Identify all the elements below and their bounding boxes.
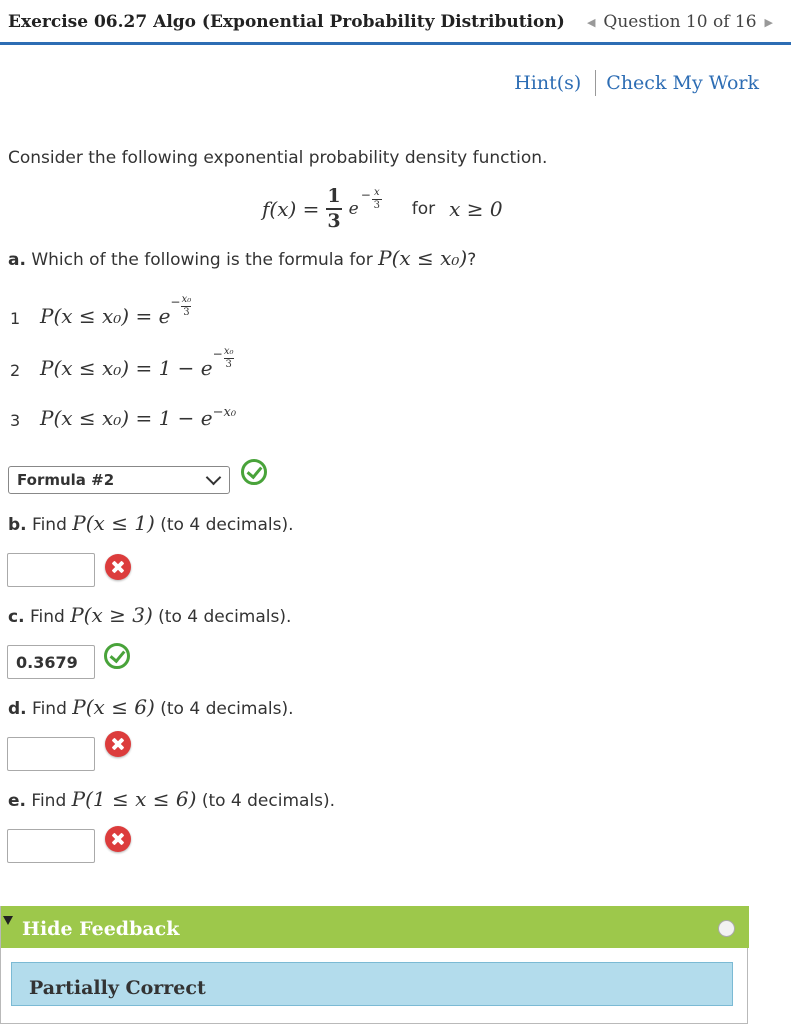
assignment-header (0, 0, 791, 45)
pdf-exponent (361, 188, 382, 211)
part-b-post: (to 4 decimals). (160, 515, 294, 535)
option-number: 1 (10, 309, 21, 328)
feedback-status: Partially Correct (29, 977, 206, 999)
question-navigator (587, 12, 773, 32)
part-b-answer-input[interactable] (7, 553, 95, 587)
part-e-prompt (8, 787, 335, 811)
previous-question-icon[interactable]: ◀ (586, 15, 596, 29)
exp-den: 3 (225, 359, 232, 370)
part-d-post: (to 4 decimals). (160, 699, 294, 719)
pdf-coefficient (325, 187, 342, 231)
option-number: 3 (10, 411, 21, 430)
question-counter: Question 10 of 16 (603, 12, 757, 32)
collapse-triangle-icon (3, 916, 13, 925)
part-d-answer-input[interactable] (7, 737, 95, 771)
pdf-for-text: for (411, 199, 436, 219)
pdf-exp-sign: − (360, 187, 371, 202)
part-e-post: (to 4 decimals). (201, 791, 336, 811)
incorrect-x-icon (105, 554, 131, 580)
pdf-condition: x ≥ 0 (449, 197, 503, 221)
formula-select-value: Formula #2 (17, 471, 115, 489)
pdf-base: e (348, 199, 359, 219)
formula-option-1 (10, 294, 192, 328)
part-e-letter: e. (8, 791, 26, 811)
pdf-exp-num: x (373, 186, 380, 198)
part-b-letter: b. (8, 515, 27, 535)
feedback-panel (0, 906, 748, 1024)
option-formula: P(x ≤ x₀) = 1 − e (40, 356, 213, 380)
incorrect-x-icon (105, 826, 131, 852)
option-exponent (170, 295, 191, 318)
correct-check-icon (104, 643, 130, 669)
exp-den: 3 (183, 307, 190, 318)
part-c-prompt (8, 603, 291, 627)
chevron-down-icon (206, 470, 222, 486)
pdf-exp-den: 3 (373, 199, 380, 211)
option-exponent (213, 347, 234, 370)
option-number: 2 (10, 361, 21, 380)
feedback-header[interactable] (1, 906, 749, 948)
part-a-text: Which of the following is the formula for (31, 250, 373, 270)
formula-option-2 (10, 346, 234, 380)
part-d-prompt (8, 695, 294, 719)
part-a-expr: P(x ≤ x₀) (378, 246, 468, 270)
exp-sign: − (212, 347, 223, 361)
part-b-prompt (8, 511, 294, 535)
exp-num: x₀ (223, 346, 234, 357)
exp-sign: − (170, 295, 181, 309)
part-d-pre: Find (32, 699, 67, 719)
part-a-end: ? (467, 250, 477, 270)
question-intro: Consider the following exponential probability density function. (8, 148, 548, 168)
status-dot-icon (718, 920, 735, 937)
option-formula: P(x ≤ x₀) = 1 − e (40, 406, 213, 430)
next-question-icon[interactable]: ▶ (764, 15, 773, 29)
part-c-letter: c. (8, 607, 25, 627)
part-c-answer-input[interactable] (7, 645, 95, 679)
formula-option-3 (10, 406, 236, 430)
hints-link[interactable]: Hint(s) (514, 72, 582, 94)
part-a-prompt (8, 246, 476, 270)
option-formula: P(x ≤ x₀) = e (40, 304, 171, 328)
part-d-letter: d. (8, 699, 27, 719)
pdf-lhs: f(x) = (262, 197, 320, 221)
part-c-post: (to 4 decimals). (158, 607, 292, 627)
pdf-formula (262, 184, 503, 234)
link-divider (595, 70, 596, 96)
part-e-expr: P(1 ≤ x ≤ 6) (71, 787, 197, 811)
part-e-answer-input[interactable] (7, 829, 95, 863)
pdf-numerator: 1 (327, 185, 341, 208)
correct-check-icon (241, 459, 267, 485)
part-b-pre: Find (32, 515, 67, 535)
help-links (514, 70, 759, 96)
exp-num: x₀ (181, 294, 192, 305)
part-c-pre: Find (29, 607, 65, 627)
part-e-pre: Find (31, 791, 67, 811)
part-b-expr: P(x ≤ 1) (72, 511, 155, 535)
part-c-expr: P(x ≥ 3) (70, 603, 153, 627)
feedback-status-box (11, 962, 733, 1006)
part-d-expr: P(x ≤ 6) (72, 695, 155, 719)
option-exponent: −x₀ (212, 405, 237, 420)
exercise-title: Exercise 06.27 Algo (Exponential Probability Distribution) (8, 12, 565, 32)
check-my-work-link[interactable]: Check My Work (606, 72, 759, 94)
incorrect-x-icon (105, 731, 131, 757)
part-a-letter: a. (8, 250, 26, 270)
pdf-denominator: 3 (327, 209, 341, 232)
formula-select[interactable] (8, 466, 230, 494)
hide-feedback-toggle[interactable]: Hide Feedback (22, 918, 180, 940)
